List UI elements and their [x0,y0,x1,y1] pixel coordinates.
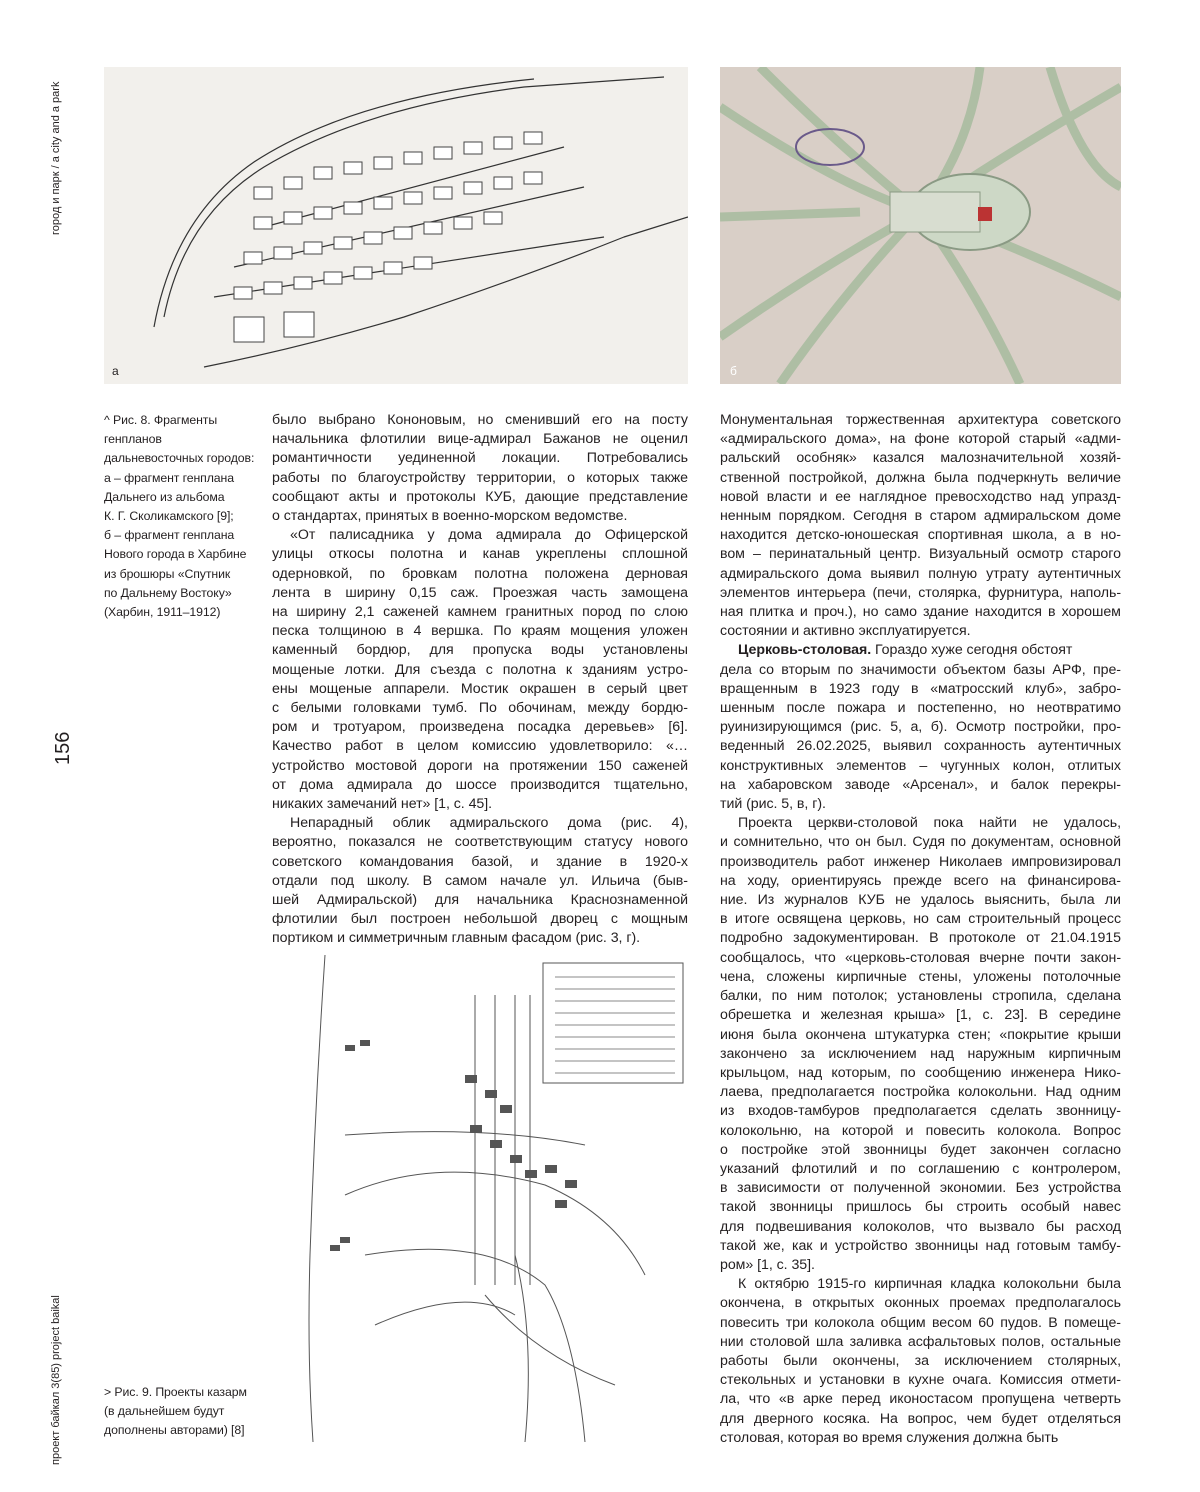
text-line: флотилии был построен небольшой дворец с мощным [272,910,688,929]
text-line: крыльцом, над которым, по сообщению инженера Нико- [720,1064,1121,1083]
running-head: город и парк / a city and a park [50,82,62,235]
text-line: из входов-тамбуров предполагается сделать звонницу- [720,1102,1121,1121]
text-line: в зависимости от полученной экономии. Без устройства [720,1179,1121,1198]
text-line: такой же, как и устройство звонницы над готовым тамбу- [720,1237,1121,1256]
text-line: Непарадный облик адмиральского дома (рис. 4), [272,814,688,833]
text-line: было выбрано Кононовым, но сменивший его на посту [272,411,688,430]
text-line: о стандартах, принятых в военно-морском ведомстве. [272,507,688,526]
text-line: стекольных и установки в кухне очага. Комиссия отмети- [720,1371,1121,1390]
text-line: ненным порядком. Сегодня в старом адмиральском доме [720,507,1121,526]
text-line: работы по благоустройству территории, о которых также [272,469,688,488]
text-line: шей Адмиральской) для начальника Краснознаменной [272,891,688,910]
text-line: отдали под школу. В самом начале ул. Ильича (быв- [272,872,688,891]
text-line: на ширину 2,1 саженей камнем гранитных пород по слою [272,603,688,622]
caption-line: Нового города в Харбине [104,545,264,564]
caption-line: ^ Рис. 8. Фрагменты [104,411,264,430]
text-line: начальника флотилии вице-адмирал Бажанов не оценил [272,430,688,449]
text-column-2 [272,411,688,949]
text-line: конструктивных элементов – чугунных колон, отлитых [720,757,1121,776]
text-line: с белыми головками тумб. По обочинам, между бордю- [272,699,688,718]
text-line: находится детско-юношеская спортивная школа, а в но- [720,526,1121,545]
text-line: каменный бордюр, для пропуска воды установлены [272,641,688,660]
caption-line: дополнены авторами) [8] [104,1421,264,1440]
text-line: сообщают акты и протоколы КУБ, дающие представление [272,488,688,507]
text-line: чена, сложены кирпичные стены, уложены потолочные [720,968,1121,987]
text-line: для дверного косяка. На вопрос, чем будет отделяться [720,1410,1121,1429]
text-line: советского командования базой, и здание в 1920-х [272,853,688,872]
text-line: дела со вторым по значимости объектом базы АРФ, пре- [720,661,1121,680]
text-line: июня была окончена штукатурка стен; «покрытие крыши [720,1026,1121,1045]
figure-8b-harbin-plan [720,67,1121,384]
text-line: тий (рис. 5, в, г). [720,795,1121,814]
text-line: Монументальная торжественная архитектура советского [720,411,1121,430]
text-line: для подвешивания колоколов, что вызвало бы расход [720,1218,1121,1237]
text-line: романтичности уединенной локации. Потребовались [272,449,688,468]
text-line: лента в ширину 0,15 саж. Проезжая часть замощена [272,584,688,603]
text-line: устройство мостовой дороги на протяжении 150 саженей [272,757,688,776]
text-column-3 [720,411,1121,1448]
text-line: песка толщиною в 4 вершка. По краям мощения уложен [272,622,688,641]
figure-8-caption [104,411,264,622]
running-foot: проект байкал 3(85) project baikal [50,1295,62,1465]
caption-line: (Харбин, 1911–1912) [104,603,264,622]
text-line: вращенным в 1923 году в «матросский клуб», забро- [720,680,1121,699]
text-line: закончено за исключением над наружным кирпичным [720,1045,1121,1064]
text-line: К октябрю 1915-го кирпичная кладка колокольни была [720,1275,1121,1294]
text-line: Проекта церкви-столовой пока найти не удалось, [720,814,1121,833]
text-line: обрешетка и железная крыша» [1, с. 23]. В середине [720,1006,1121,1025]
figure-8b-label: б [730,364,737,378]
text-line: на ходу, ориентируясь прежде всего на финансирова- [720,872,1121,891]
text-line: сообщалось, что «церковь-столовая вчерне почти закон- [720,949,1121,968]
caption-line: (в дальнейшем будут [104,1402,264,1421]
text-line: окончена, в открытых оконных проемах предполагалось [720,1294,1121,1313]
text-line: никаких замечаний нет» [1, с. 45]. [272,795,688,814]
text-line: подробно задокументирован. В протоколе от 21.04.1915 [720,929,1121,948]
text-line: повесить три колокола общим весом 60 пудов. В помеще- [720,1314,1121,1333]
text-line: такой звонницы пришлось бы строить особый навес [720,1198,1121,1217]
text-line: ром и тротуаром, произведена посадка деревьев» [6]. [272,718,688,737]
section-heading: Церковь-столовая. [738,641,871,660]
text-span: Гораздо хуже сегодня обстоят [871,641,1072,660]
text-line: мощеные лотки. Для съезда с полотна к зданиям устро- [272,661,688,680]
text-line: ственной постройкой, должна была подчеркнуть величие [720,469,1121,488]
text-line: улицы откосы полотна и канав укреплены сплошной [272,545,688,564]
text-line: о постройке этой звонницы будет закончен согласно [720,1141,1121,1160]
text-line: на хабаровском заводе «Арсенал», и балок перекры- [720,776,1121,795]
text-line: вероятно, показался не соответствующим статусу нового [272,833,688,852]
text-line: вом – перинатальный центр. Визуальный осмотр старого [720,545,1121,564]
text-line: нии столовой шла заливка асфальтовых полов, остальные [720,1333,1121,1352]
text-line: «адмиральского дома», на фоне которой старый «адми- [720,430,1121,449]
figure-9-barracks-plan [285,955,688,1442]
text-line: ены мощеные аппарели. Мостик окрашен в серый цвет [272,680,688,699]
caption-line: > Рис. 9. Проекты казарм [104,1383,264,1402]
text-line: в итоге освящена церковь, но сам строительный процесс [720,910,1121,929]
text-line: ром» [1, с. 35]. [720,1256,1121,1275]
figure-8a-city-plan [104,67,688,384]
text-line: новой власти и ее наглядное превосходство над упразд- [720,488,1121,507]
text-line: шенным после пожара и постепенно, но неотвратимо [720,699,1121,718]
text-line: ла, что «в арке перед иконостасом пропущена четверть [720,1390,1121,1409]
caption-line: а – фрагмент генплана [104,469,264,488]
text-line: портиком и симметричным главным фасадом (рис. 3, г). [272,929,688,948]
caption-line: генпланов [104,430,264,449]
text-line: ная плитка и проч.), но само здание находится в хорошем [720,603,1121,622]
text-line: балки, по ним потолок; установлены стропила, сделана [720,987,1121,1006]
text-line: колокольню, на которой и повесить колокола. Вопрос [720,1122,1121,1141]
text-line: лаева, предполагается постройка колокольни. Над одним [720,1083,1121,1102]
text-line: адмиральского дома выявил полную утрату аутентичных [720,565,1121,584]
text-line: и сомнительно, что он был. Судя по документам, основной [720,833,1121,852]
text-line: от дома адмирала до шоссе производится тщательно, [272,776,688,795]
caption-line: б – фрагмент генплана [104,526,264,545]
text-line: «От палисадника у дома адмирала до Офицерской [272,526,688,545]
page-number: 156 [52,732,75,765]
text-line: руинизирующимся (рис. 5, а, б). Осмотр постройки, про- [720,718,1121,737]
caption-line: дальневосточных городов: [104,449,264,468]
text-line: веденный 26.02.2025, выявил сохранность аутентичных [720,737,1121,756]
caption-line: по Дальнему Востоку» [104,584,264,603]
figure-8a-label: а [112,364,119,378]
text-line: работы были окончены, за исключением столярных, [720,1352,1121,1371]
text-line: Качество работ в целом комиссию удовлетворило: «… [272,737,688,756]
text-line: состоянии и активно эксплуатируется. [720,622,1121,641]
figure-9-caption [104,1383,264,1441]
text-line: одерновкой, по бровкам полотна положена дерновая [272,565,688,584]
text-line [720,641,1121,660]
caption-line: из брошюры «Спутник [104,565,264,584]
text-line: указаний флотилий и по соглашению с контролером, [720,1160,1121,1179]
text-line: ние. Из журналов КУБ не удалось выяснить, была ли [720,891,1121,910]
text-line: столовая, которая во время служения должна быть [720,1429,1121,1448]
text-line: ральский особняк» казался малозначительной хозяй- [720,449,1121,468]
text-line: производитель работ инженер Николаев импровизировал [720,853,1121,872]
text-line: элементов интерьера (печи, столярка, фурнитура, наполь- [720,584,1121,603]
caption-line: Дальнего из альбома [104,488,264,507]
caption-line: К. Г. Сколикамского [9]; [104,507,264,526]
